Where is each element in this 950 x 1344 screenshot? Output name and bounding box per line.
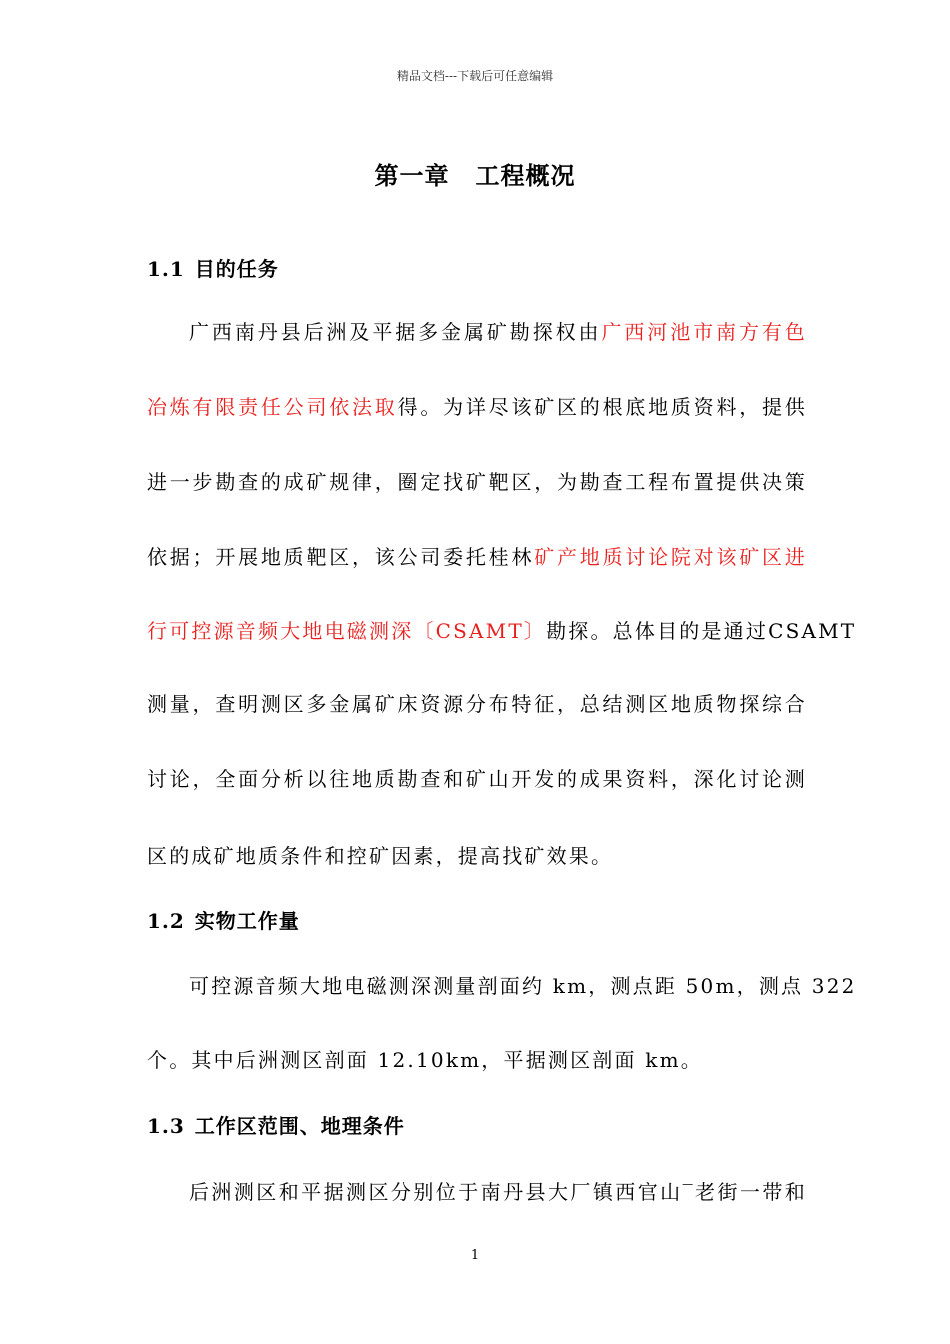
section-heading-1-2 <box>147 905 300 934</box>
section-title: 目的任务 <box>194 257 279 281</box>
paragraph-line <box>147 393 807 421</box>
paragraph-line <box>147 1046 807 1074</box>
text-run: 进一步勘查的成矿规律，圈定找矿靶区，为勘查工程布置提供决策 <box>147 470 807 494</box>
highlighted-text-run: 冶炼有限责任公司依法取 <box>147 395 398 419</box>
text-run: 后洲测区和平据测区分别位于南丹县大厂镇西官山‾老街一带和 <box>189 1180 807 1204</box>
paragraph-line <box>147 617 857 645</box>
paragraph-line <box>189 318 807 346</box>
text-run: 依据；开展地质靶区，该公司委托桂林 <box>147 545 535 569</box>
paragraph-line <box>147 690 807 718</box>
paragraph-line <box>189 1178 807 1206</box>
section-heading-1-3 <box>147 1110 405 1139</box>
section-number: 1.2 <box>147 909 185 933</box>
chapter-name: 工程概况 <box>475 161 576 190</box>
section-number: 1.3 <box>147 1114 185 1138</box>
highlighted-text-run: 矿产地质讨论院对该矿区进 <box>534 545 807 569</box>
text-run: 广西南丹县后洲及平据多金属矿勘探权由 <box>189 320 602 344</box>
section-number: 1.1 <box>147 257 185 281</box>
paragraph-line <box>147 842 807 870</box>
text-run: 可控源音频大地电磁测深测量剖面约 km，测点距 50m，测点 322 <box>189 974 857 998</box>
text-run: 得。为详尽该矿区的根底地质资料，提供 <box>397 395 807 419</box>
section-title: 实物工作量 <box>194 909 300 933</box>
chapter-label: 第一章 <box>374 161 450 190</box>
paragraph-line <box>147 765 807 793</box>
section-title: 工作区范围、地理条件 <box>194 1114 405 1138</box>
header-note: 精品文档---下载后可任意编辑 <box>396 69 554 83</box>
text-run: 测量，查明测区多金属矿床资源分布特征，总结测区地质物探综合 <box>147 692 807 716</box>
text-run: 个。其中后洲测区剖面 12.10km，平据测区剖面 km。 <box>147 1048 703 1072</box>
paragraph-line <box>147 468 807 496</box>
page-number: 1 <box>470 1248 480 1263</box>
chapter-title <box>0 156 950 191</box>
paragraph-line <box>189 972 857 1000</box>
section-heading-1-1 <box>147 253 279 282</box>
text-run: 讨论，全面分析以往地质勘查和矿山开发的成果资料，深化讨论测 <box>147 767 807 791</box>
highlighted-text-run: 广西河池市南方有色 <box>601 320 807 344</box>
highlighted-text-run: 行可控源音频大地电磁测深〔CSAMT〕 <box>147 619 547 643</box>
text-run: 区的成矿地质条件和控矿因素，提高找矿效果。 <box>147 844 614 868</box>
paragraph-line <box>147 543 807 571</box>
text-run: 勘探。总体目的是通过CSAMT <box>546 619 857 643</box>
